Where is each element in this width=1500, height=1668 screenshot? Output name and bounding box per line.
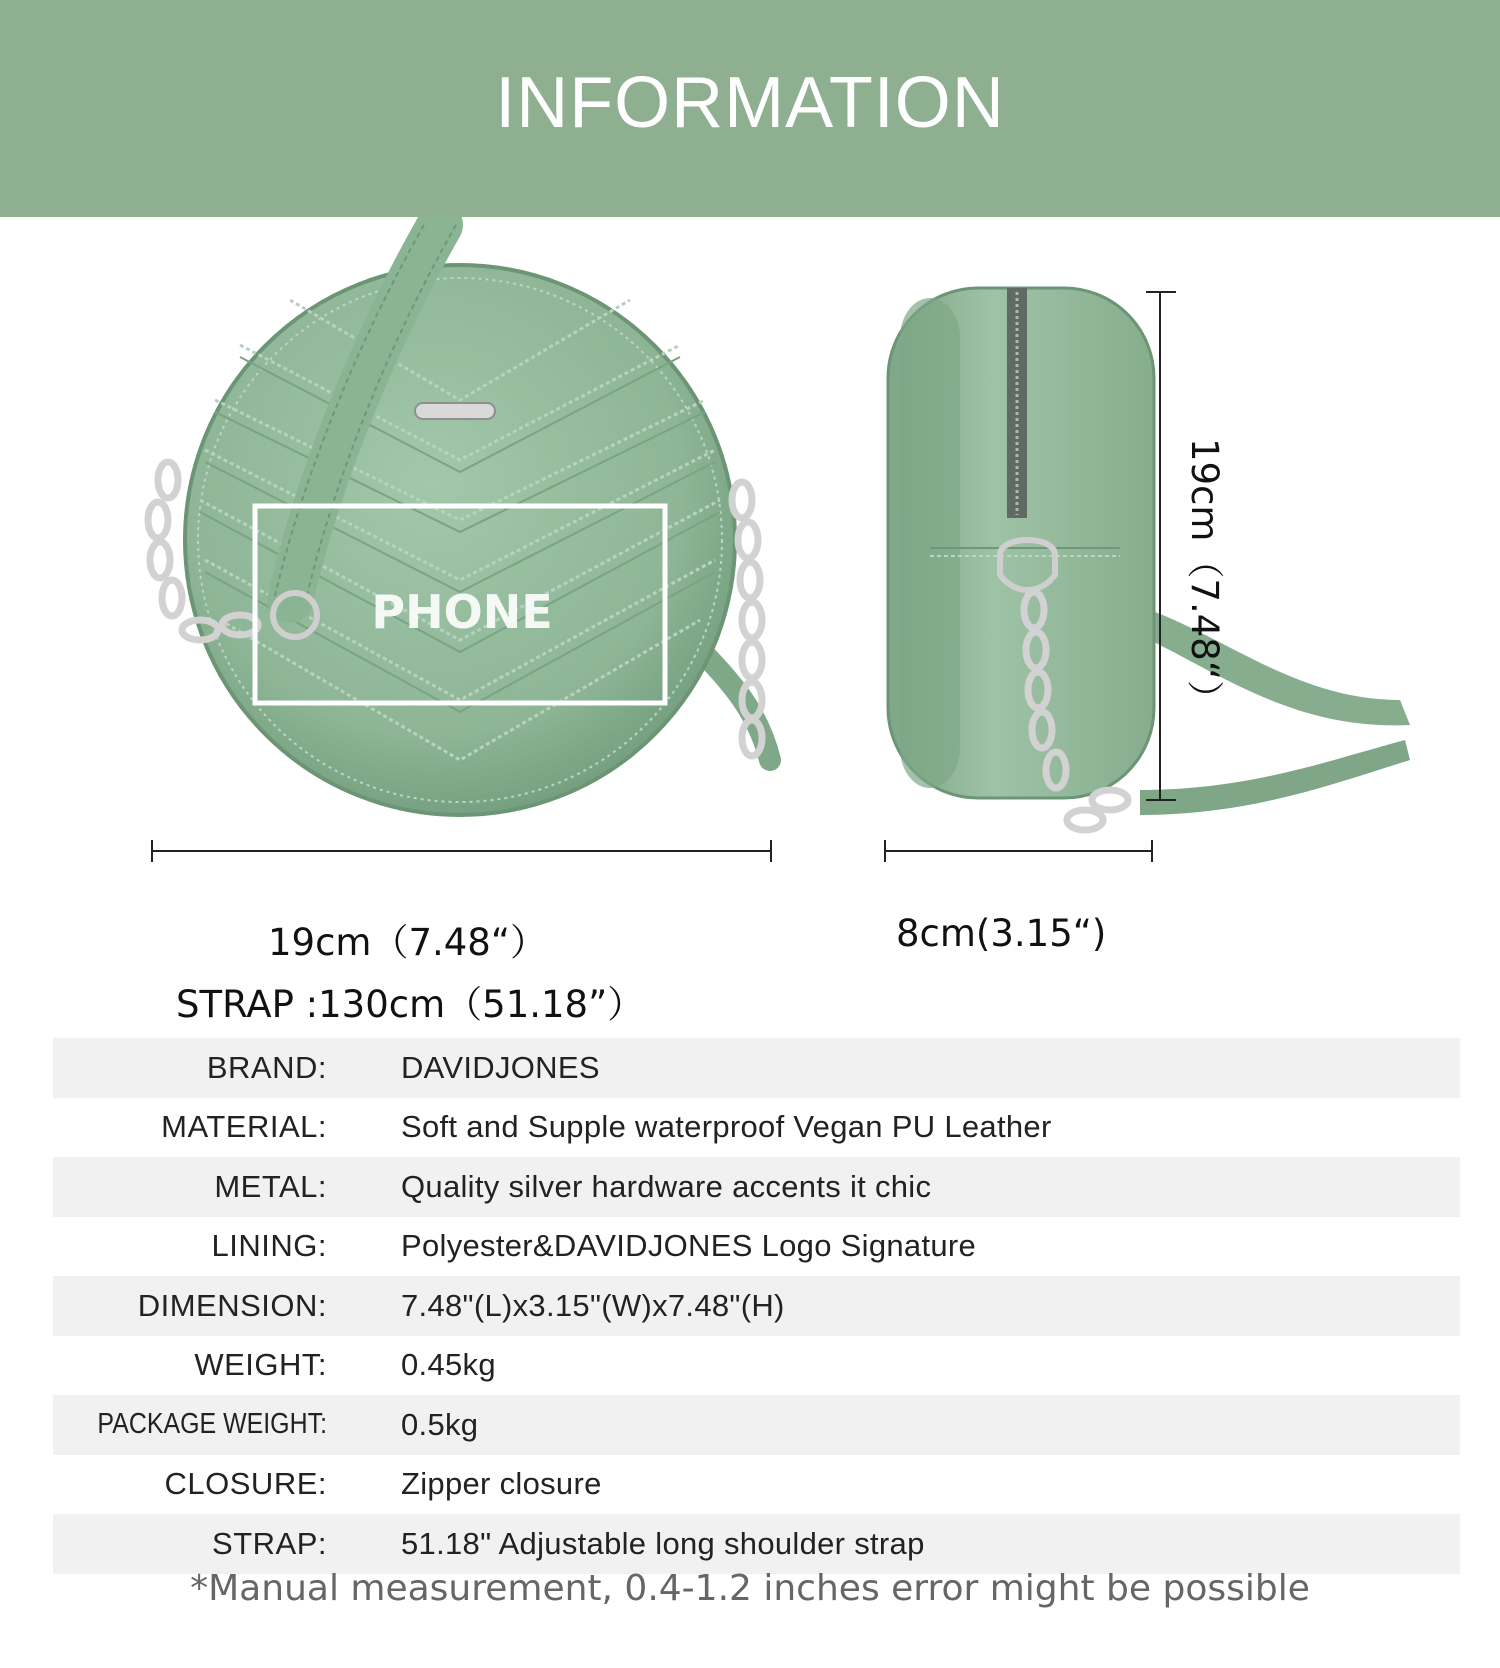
spec-row-lining: [53, 1217, 1460, 1277]
spec-label: DIMENSION:: [137, 1287, 327, 1323]
spec-value: 7.48"(L)x3.15"(W)x7.48"(H): [401, 1287, 785, 1323]
height-dimension-label: 19cm（7.48“）: [1183, 438, 1226, 718]
spec-value: Zipper closure: [401, 1466, 602, 1502]
spec-label: CLOSURE:: [164, 1466, 327, 1502]
spec-label: LINING:: [211, 1228, 327, 1264]
spec-row-dimension: [53, 1276, 1460, 1336]
product-illustration: [0, 217, 1500, 877]
spec-label: STRAP:: [212, 1525, 327, 1561]
spec-row-strap: [53, 1514, 1460, 1574]
spec-value: Polyester&DAVIDJONES Logo Signature: [401, 1228, 977, 1264]
spec-row-brand: [53, 1038, 1460, 1098]
spec-row-material: [53, 1098, 1460, 1158]
bag-side-view: [888, 288, 1410, 830]
spec-row-weight: [53, 1336, 1460, 1396]
header-banner: [0, 0, 1500, 217]
spec-value: DAVIDJONES: [401, 1049, 600, 1085]
spec-row-closure: [53, 1455, 1460, 1515]
spec-value: Soft and Supple waterproof Vegan PU Leather: [401, 1109, 1052, 1145]
spec-label: PACKAGE WEIGHT:: [97, 1408, 327, 1441]
spec-label: BRAND:: [206, 1049, 327, 1085]
spec-value: 0.45kg: [401, 1347, 496, 1383]
spec-label: WEIGHT:: [194, 1347, 327, 1383]
bag-front-view: [148, 225, 770, 815]
strap-dimension-label: STRAP :130cm（51.18”）: [176, 983, 645, 1026]
spec-table: [53, 1038, 1460, 1574]
measurement-footnote: *Manual measurement, 0.4-1.2 inches error might be possible: [190, 1568, 1310, 1609]
phone-box-label: PHONE: [371, 585, 553, 639]
spec-row-metal: [53, 1157, 1460, 1217]
spec-value: 0.5kg: [401, 1406, 479, 1442]
spec-value: Quality silver hardware accents it chic: [401, 1168, 932, 1204]
spec-label: MATERIAL:: [161, 1109, 327, 1145]
spec-row-package-weight: [53, 1395, 1460, 1455]
page-title: INFORMATION: [495, 63, 1005, 143]
width-dimension-label: 19cm（7.48“）: [268, 921, 548, 964]
depth-dimension-label: 8cm(3.15“): [896, 912, 1107, 955]
spec-value: 51.18" Adjustable long shoulder strap: [401, 1525, 925, 1561]
spec-label: METAL:: [214, 1168, 327, 1204]
